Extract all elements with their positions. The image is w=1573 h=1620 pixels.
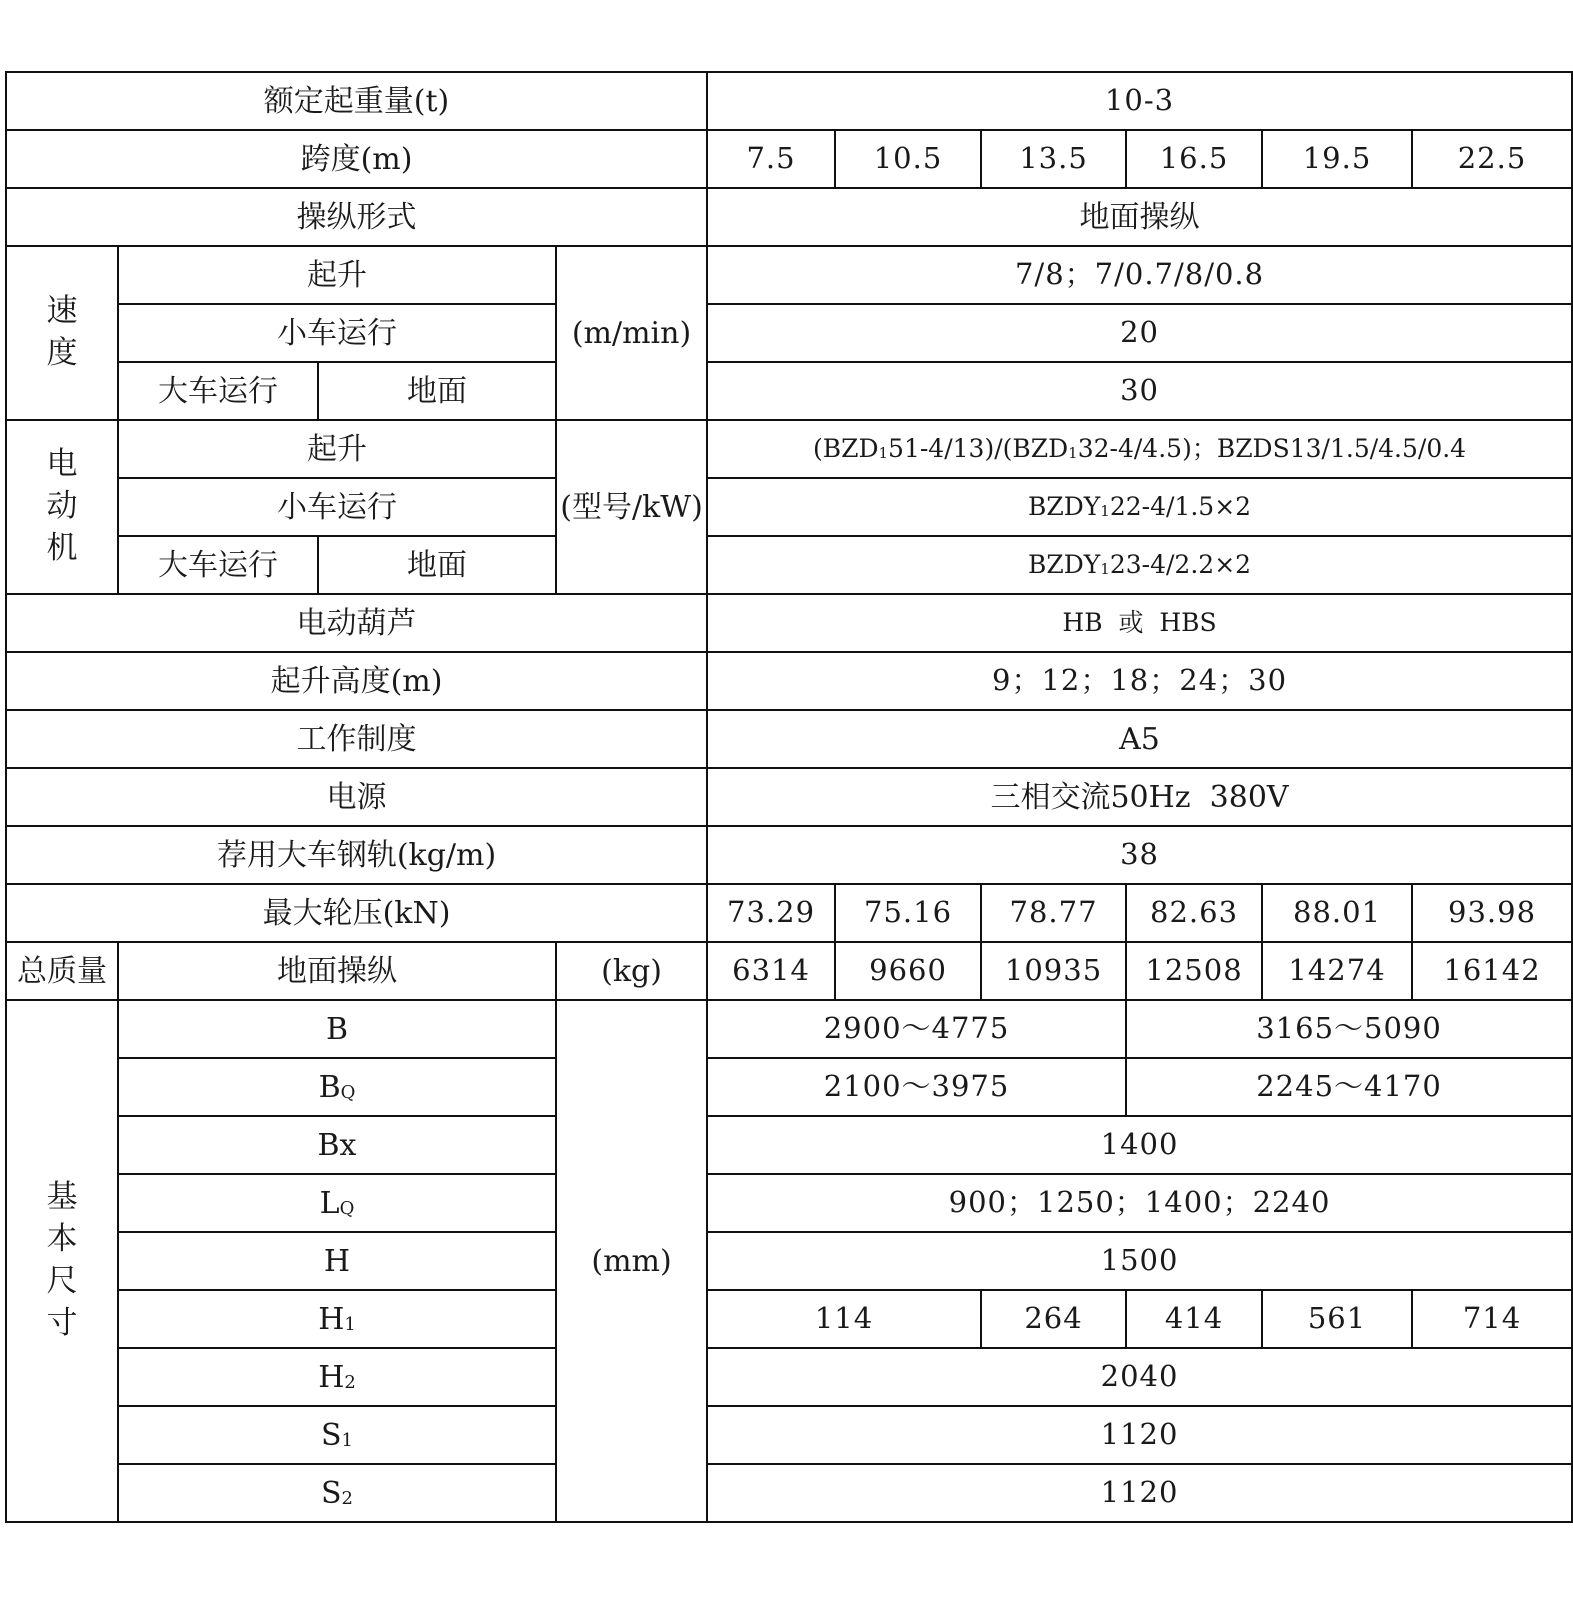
dim-h1-value: 414 [1126, 1290, 1262, 1348]
lift-height-label: 起升高度(m) [6, 652, 707, 710]
row-motor-lift [6, 420, 1572, 478]
motor-crane-label: 大车运行 [118, 536, 318, 594]
dim-s1-label: $S_1$ [118, 1406, 556, 1464]
row-span [6, 130, 1572, 188]
span-label: 跨度(m) [6, 130, 707, 188]
speed-group-char: 度 [46, 335, 78, 371]
row-motor-crane [6, 536, 1572, 594]
row-speed-crane [6, 362, 1572, 420]
motor-group-char: 电 [46, 446, 78, 483]
row-power [6, 768, 1572, 826]
dim-h-label: H [118, 1232, 556, 1290]
power-label: 电源 [6, 768, 707, 826]
dim-s1-value: 1120 [707, 1406, 1572, 1464]
dim-s2-value: 1120 [707, 1464, 1572, 1522]
motor-lift-value: $(BZD_151-4/13)/(BZD_132-4/4.5)$；BZDS13/1.5/4.5/0.4 [707, 420, 1572, 478]
dim-lq-label: $L_Q$ [118, 1174, 556, 1232]
duty-label: 工作制度 [6, 710, 707, 768]
dim-h1-label: $H_1$ [118, 1290, 556, 1348]
wheel-load-value: 75.16 [835, 884, 981, 942]
dims-group-char: 基 [46, 1179, 78, 1216]
dims-group-char: 本 [46, 1221, 78, 1258]
operation-label: 操纵形式 [6, 188, 707, 246]
row-dim-s2 [6, 1464, 1572, 1522]
row-wheel-load [6, 884, 1572, 942]
dim-bq-label: $B_Q$ [118, 1058, 556, 1116]
wheel-load-label: 最大轮压(kN) [6, 884, 707, 942]
dims-group-label [6, 1000, 118, 1522]
mass-mode: 地面操纵 [118, 942, 556, 1000]
row-dim-bx [6, 1116, 1572, 1174]
span-value: 13.5 [981, 130, 1126, 188]
dim-bx-value: 1400 [707, 1116, 1572, 1174]
span-value: 22.5 [1412, 130, 1572, 188]
mass-value: 12508 [1126, 942, 1262, 1000]
row-dim-s1 [6, 1406, 1572, 1464]
dim-h1-value: 714 [1412, 1290, 1572, 1348]
rail-label: 荐用大车钢轨(kg/m) [6, 826, 707, 884]
mass-value: 6314 [707, 942, 835, 1000]
dim-h2-label: $H_2$ [118, 1348, 556, 1406]
row-dim-lq [6, 1174, 1572, 1232]
row-mass [6, 942, 1572, 1000]
mass-value: 10935 [981, 942, 1126, 1000]
operation-value: 地面操纵 [707, 188, 1572, 246]
dim-h2-value: 2040 [707, 1348, 1572, 1406]
speed-group-label [6, 246, 118, 420]
dim-h1-value: 114 [707, 1290, 981, 1348]
speed-lift-label: 起升 [118, 246, 556, 304]
dim-h1-value: 264 [981, 1290, 1126, 1348]
row-speed-lift [6, 246, 1572, 304]
dim-lq-value: 900；1250；1400；2240 [707, 1174, 1572, 1232]
motor-group-char: 动 [46, 488, 78, 525]
row-lift-height [6, 652, 1572, 710]
hoist-label: 电动葫芦 [6, 594, 707, 652]
motor-unit: (型号/kW) [556, 420, 707, 594]
speed-lift-value: 7/8；7/0.7/8/0.8 [707, 246, 1572, 304]
row-rail [6, 826, 1572, 884]
speed-trolley-value: 20 [707, 304, 1572, 362]
dims-unit: (mm) [556, 1000, 707, 1522]
dim-s2-label: $S_2$ [118, 1464, 556, 1522]
dim-b-label: B [118, 1000, 556, 1058]
dims-group-char: 尺 [46, 1263, 78, 1299]
dim-bq-right: 2245～4170 [1126, 1058, 1572, 1116]
span-value: 7.5 [707, 130, 835, 188]
dims-group-char: 寸 [46, 1304, 78, 1341]
mass-value: 14274 [1262, 942, 1412, 1000]
row-dim-h1 [6, 1290, 1572, 1348]
wheel-load-value: 88.01 [1262, 884, 1412, 942]
hoist-value: HB 或 HBS [707, 594, 1572, 652]
dim-b-right: 3165～5090 [1126, 1000, 1572, 1058]
rail-value: 38 [707, 826, 1572, 884]
wheel-load-value: 73.29 [707, 884, 835, 942]
row-motor-trolley [6, 478, 1572, 536]
span-value: 16.5 [1126, 130, 1262, 188]
duty-value: A5 [707, 710, 1572, 768]
speed-crane-value: 30 [707, 362, 1572, 420]
wheel-load-value: 78.77 [981, 884, 1126, 942]
mass-label: 总质量 [6, 942, 118, 1000]
motor-trolley-label: 小车运行 [118, 478, 556, 536]
dim-h1-value: 561 [1262, 1290, 1412, 1348]
motor-group-label [6, 420, 118, 594]
motor-crane-mode: 地面 [318, 536, 556, 594]
row-dim-bq [6, 1058, 1572, 1116]
speed-unit: (m/min) [556, 246, 707, 420]
row-rated-load [6, 72, 1572, 130]
span-value: 19.5 [1262, 130, 1412, 188]
dim-h-value: 1500 [707, 1232, 1572, 1290]
row-dim-b [6, 1000, 1572, 1058]
power-value: 三相交流50Hz 380V [707, 768, 1572, 826]
row-hoist [6, 594, 1572, 652]
dim-bx-label: Bx [118, 1116, 556, 1174]
rated-load-label: 额定起重量(t) [6, 72, 707, 130]
lift-height-value: 9；12；18；24；30 [707, 652, 1572, 710]
speed-crane-mode: 地面 [318, 362, 556, 420]
span-value: 10.5 [835, 130, 981, 188]
row-operation [6, 188, 1572, 246]
mass-value: 9660 [835, 942, 981, 1000]
row-duty [6, 710, 1572, 768]
dim-bq-left: 2100～3975 [707, 1058, 1126, 1116]
motor-crane-value: $BZDY_123-4/2.2\times 2$ [707, 536, 1572, 594]
mass-unit: (kg) [556, 942, 707, 1000]
motor-group-char: 机 [46, 529, 78, 566]
dim-b-left: 2900～4775 [707, 1000, 1126, 1058]
wheel-load-value: 82.63 [1126, 884, 1262, 942]
wheel-load-value: 93.98 [1412, 884, 1572, 942]
speed-trolley-label: 小车运行 [118, 304, 556, 362]
motor-lift-label: 起升 [118, 420, 556, 478]
mass-value: 16142 [1412, 942, 1572, 1000]
row-dim-h [6, 1232, 1572, 1290]
row-speed-trolley [6, 304, 1572, 362]
speed-crane-label: 大车运行 [118, 362, 318, 420]
speed-group-char: 速 [46, 293, 78, 330]
motor-trolley-value: $BZDY_122-4/1.5\times 2$ [707, 478, 1572, 536]
rated-load-value: 10-3 [707, 72, 1572, 130]
crane-spec-table [5, 71, 1573, 1523]
row-dim-h2 [6, 1348, 1572, 1406]
